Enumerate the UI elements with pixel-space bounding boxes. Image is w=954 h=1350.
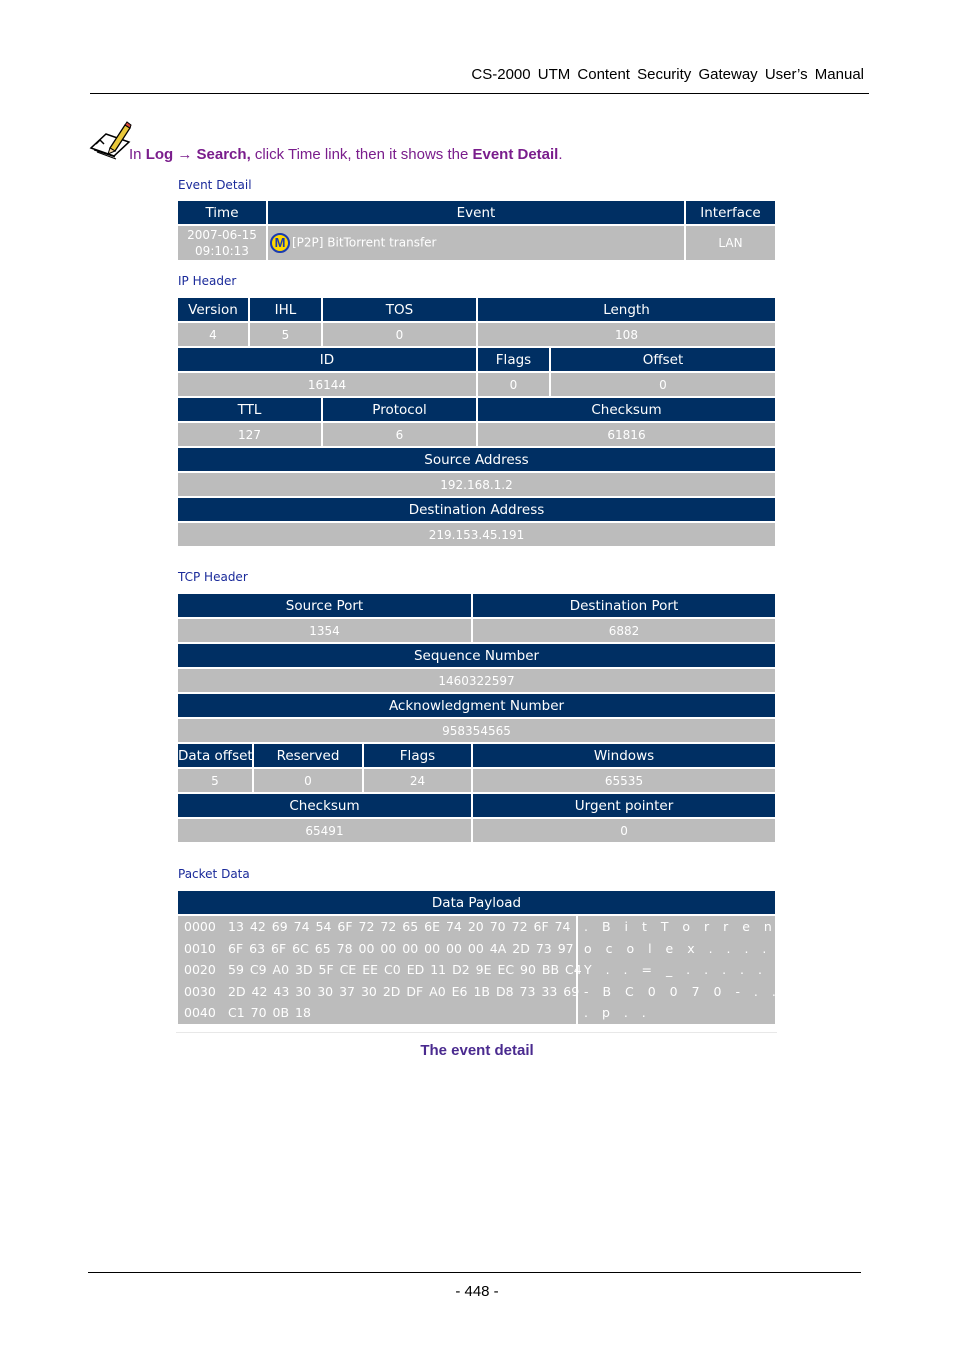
ip-flags-header: Flags <box>478 348 549 371</box>
length-header: Length <box>478 298 775 321</box>
ascii-row: - B C 0 0 7 0 - . . . . . s 3 i <box>584 983 895 999</box>
note-log: Log <box>145 146 174 163</box>
reserved-value: 0 <box>254 769 362 792</box>
tcp-header-label: TCP Header <box>178 570 248 584</box>
reserved-header: Reserved <box>254 744 362 767</box>
id-header: ID <box>178 348 476 371</box>
destination-address-header: Destination Address <box>178 498 775 521</box>
footer-rule <box>88 1272 861 1273</box>
tcp-checksum-header: Checksum <box>178 794 471 817</box>
packet-data-table <box>176 889 896 1026</box>
hex-row: 0030 2D 42 43 30 30 37 30 2D DF A0 E6 1B D8 73 33 69 <box>184 983 580 999</box>
windows-header: Windows <box>473 744 775 767</box>
ascii-row: o c o l e x . . . . . . J - s . <box>584 940 882 956</box>
hex-row: 0000 13 42 69 74 54 6F 72 72 65 6E 74 20 70 72 6F 74 <box>184 919 571 934</box>
ack-number-value: 958354565 <box>178 719 775 742</box>
tcp-flags-value: 24 <box>364 769 471 792</box>
data-payload-header: Data Payload <box>178 891 775 914</box>
ip-flags-value: 0 <box>478 373 549 396</box>
note-arrow: → <box>177 146 193 163</box>
offset-header: Offset <box>551 348 775 371</box>
tcp-header-table <box>176 592 777 844</box>
protocol-value: 6 <box>323 423 476 446</box>
note-search: Search, <box>196 146 251 163</box>
ascii-dump <box>578 916 896 1024</box>
destination-address-value: 219.153.45.191 <box>178 523 775 546</box>
note-pencil-icon <box>88 120 132 164</box>
source-address-header: Source Address <box>178 448 775 471</box>
ihl-header: IHL <box>250 298 321 321</box>
windows-value: 65535 <box>473 769 775 792</box>
data-offset-header: Data offset <box>178 744 252 767</box>
urgent-pointer-value: 0 <box>473 819 775 842</box>
offset-value: 0 <box>551 373 775 396</box>
urgent-pointer-header: Urgent pointer <box>473 794 775 817</box>
sequence-number-value: 1460322597 <box>178 669 775 692</box>
tos-value: 0 <box>323 323 476 346</box>
page-number: - 448 - <box>455 1283 499 1300</box>
tos-header: TOS <box>323 298 476 321</box>
hex-row: 0010 6F 63 6F 6C 65 78 00 00 00 00 00 00 4A 2D 73 97 <box>184 940 574 956</box>
event-cell <box>268 226 684 260</box>
version-value: 4 <box>178 323 248 346</box>
event-detail-table <box>176 199 777 262</box>
interface-value: LAN <box>686 226 775 260</box>
source-port-value: 1354 <box>178 619 471 642</box>
event-text: [P2P] BitTorrent transfer <box>292 235 437 250</box>
tcp-checksum-value: 65491 <box>178 819 471 842</box>
ack-number-header: Acknowledgment Number <box>178 694 775 717</box>
ip-header-label: IP Header <box>178 274 237 288</box>
protocol-header: Protocol <box>323 398 476 421</box>
hex-row: 0040 C1 70 0B 18 <box>184 1005 311 1021</box>
packet-data-label: Packet Data <box>178 867 250 881</box>
note-event-detail: Event Detail <box>472 146 559 163</box>
event-time-link[interactable]: 2007-06-15 09:10:13 <box>178 226 266 260</box>
ascii-row: . p . . <box>584 1005 651 1021</box>
ttl-header: TTL <box>178 398 321 421</box>
destination-port-header: Destination Port <box>473 594 775 617</box>
ip-header-table <box>176 296 777 548</box>
event-header: Event <box>268 201 684 224</box>
ttl-value: 127 <box>178 423 321 446</box>
tcp-flags-header: Flags <box>364 744 471 767</box>
table-bottom-rule <box>176 1032 777 1033</box>
header-rule <box>90 93 869 94</box>
interface-header: Interface <box>686 201 775 224</box>
hex-dump <box>178 916 582 1024</box>
ip-checksum-value: 61816 <box>478 423 775 446</box>
ihl-value: 5 <box>250 323 321 346</box>
data-offset-value: 5 <box>178 769 252 792</box>
ascii-row: . B i t T o r r e n t p r o t <box>584 919 896 934</box>
m-badge-icon: M <box>270 233 290 253</box>
ip-checksum-header: Checksum <box>478 398 775 421</box>
source-address-value: 192.168.1.2 <box>178 473 775 496</box>
source-port-header: Source Port <box>178 594 471 617</box>
event-detail-label: Event Detail <box>178 178 252 192</box>
sequence-number-header: Sequence Number <box>178 644 775 667</box>
hex-row: 0020 59 C9 A0 3D 5F CE EE C0 ED 11 D2 9E EC 90 BB C4 <box>184 962 582 978</box>
id-value: 16144 <box>178 373 476 396</box>
note-text: In Log → Search, click Time link, then it shows the Event Detail. <box>129 146 563 163</box>
version-header: Version <box>178 298 248 321</box>
destination-port-value: 6882 <box>473 619 775 642</box>
length-value: 108 <box>478 323 775 346</box>
ascii-row: Y . . = _ . . . . . . . . . . . <box>584 962 875 978</box>
figure-caption: The event detail <box>420 1042 534 1059</box>
time-header: Time <box>178 201 266 224</box>
page-header: CS-2000 UTM Content Security Gateway User’s Manual <box>471 66 864 83</box>
